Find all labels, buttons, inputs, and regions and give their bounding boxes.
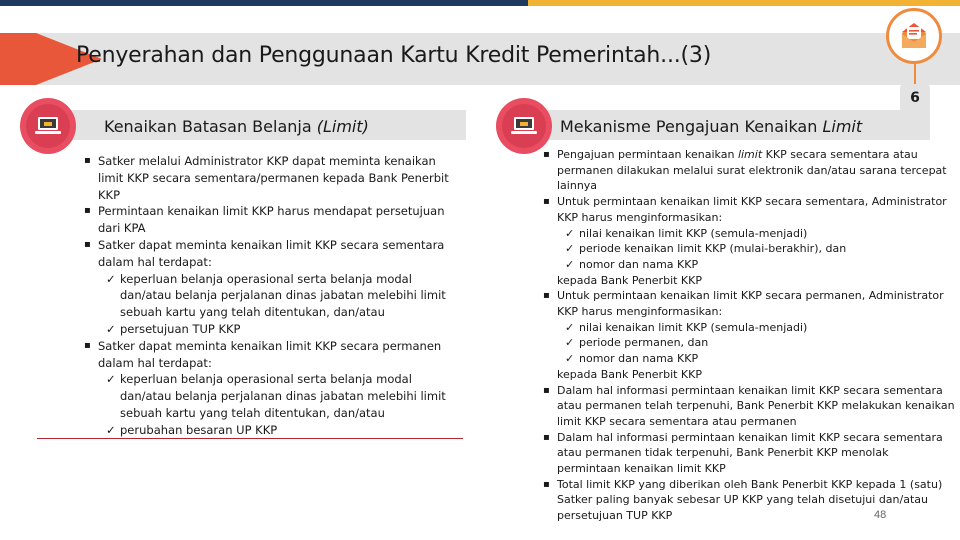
checklist-item: ✓ nomor dan nama KKP xyxy=(565,257,955,273)
list-item: ▪ Pengajuan permintaan kenaikan limit KKP secara sementara atau permanen dilakukan melalui surat elektronik dan/atau sarana tercepat lainnya xyxy=(543,147,955,194)
list-item: ▪ Satker dapat meminta kenaikan limit KKP secara sementara dalam hal terdapat: ✓ keperluan belanja operasional serta belanja modal dan/atau belanja perjalanan dinas jabatan melebihi limit sebuah kartu yang telah ditentukan, dan/atau ✓ persetujuan TUP KKP xyxy=(84,237,464,338)
left-bullet-list xyxy=(84,153,464,439)
checklist-item: ✓ periode kenaikan limit KKP (mulai-berakhir), dan xyxy=(565,241,955,257)
right-bullet-list xyxy=(543,147,955,524)
list-item: ▪ Untuk permintaan kenaikan limit KKP secara permanen, Administrator KKP harus menginformasikan: ✓ nilai kenaikan limit KKP (semula-menjadi) ✓ periode permanen, dan ✓ nomor dan nama KKP kepada Bank Penerbit KKP xyxy=(543,288,955,382)
list-item-tail: kepada Bank Penerbit KKP xyxy=(557,273,702,287)
checklist-item: ✓ keperluan belanja operasional serta belanja modal dan/atau belanja perjalanan dinas jabatan melebihi limit sebuah kartu yang telah ditentukan, dan/atau xyxy=(106,271,464,321)
page-title: Penyerahan dan Penggunaan Kartu Kredit Pemerintah...(3) xyxy=(76,43,712,68)
left-section-title: Kenaikan Batasan Belanja (Limit) xyxy=(104,117,369,136)
laptop-icon xyxy=(496,98,552,154)
checklist-item: ✓ nilai kenaikan limit KKP (semula-menjadi) xyxy=(565,226,955,242)
list-item: ▪ Untuk permintaan kenaikan limit KKP secara sementara, Administrator KKP harus menginformasikan: ✓ nilai kenaikan limit KKP (semula-menjadi) ✓ periode kenaikan limit KKP (mulai-berakhir), dan ✓ nomor dan nama KKP kepada Bank Penerbit KKP xyxy=(543,194,955,288)
laptop-icon xyxy=(20,98,76,154)
page-number-badge: 6 xyxy=(900,84,930,112)
list-item: ▪ Satker dapat meminta kenaikan limit KKP secara permanen dalam hal terdapat: ✓ keperluan belanja operasional serta belanja modal dan/atau belanja perjalanan dinas jabatan melebihi limit sebuah kartu yang telah ditentukan, dan/atau ✓ perubahan besaran UP KKP xyxy=(84,338,464,439)
left-divider xyxy=(37,438,463,439)
checklist-item: ✓ perubahan besaran UP KKP xyxy=(106,422,464,439)
checklist-item: ✓ periode permanen, dan xyxy=(565,335,955,351)
list-item-tail: kepada Bank Penerbit KKP xyxy=(557,367,702,381)
top-accent-bar xyxy=(0,0,960,6)
list-item: ▪ Dalam hal informasi permintaan kenaikan limit KKP secara sementara atau permanen tidak terpenuhi, Bank Penerbit KKP menolak permintaan kenaikan limit KKP xyxy=(543,430,955,477)
list-item: ▪ Permintaan kenaikan limit KKP harus mendapat persetujuan dari KPA xyxy=(84,203,464,237)
checklist-item: ✓ keperluan belanja operasional serta belanja modal dan/atau belanja perjalanan dinas jabatan melebihi limit sebuah kartu yang telah ditentukan, dan/atau xyxy=(106,371,464,421)
right-section-title: Mekanisme Pengajuan Kenaikan Limit xyxy=(560,117,863,136)
badge-connector xyxy=(914,64,916,84)
list-item: ▪ Dalam hal informasi permintaan kenaikan limit KKP secara sementara atau permanen telah terpenuhi, Bank Penerbit KKP melakukan kenaikan limit KKP secara sementara atau permanen xyxy=(543,383,955,430)
checklist-item: ✓ nomor dan nama KKP xyxy=(565,351,955,367)
checklist-item: ✓ persetujuan TUP KKP xyxy=(106,321,464,338)
list-item: ▪ Total limit KKP yang diberikan oleh Bank Penerbit KKP kepada 1 (satu) Satker paling banyak sebesar UP KKP yang telah disetujui dan/atau persetujuan TUP KKP xyxy=(543,477,955,524)
checklist-item: ✓ nilai kenaikan limit KKP (semula-menjadi) xyxy=(565,320,955,336)
slide-number: 48 xyxy=(874,509,887,521)
title-arrow-accent xyxy=(0,33,36,85)
envelope-icon xyxy=(886,8,942,64)
list-item: ▪ Satker melalui Administrator KKP dapat meminta kenaikan limit KKP secara sementara/permanen kepada Bank Penerbit KKP xyxy=(84,153,464,203)
